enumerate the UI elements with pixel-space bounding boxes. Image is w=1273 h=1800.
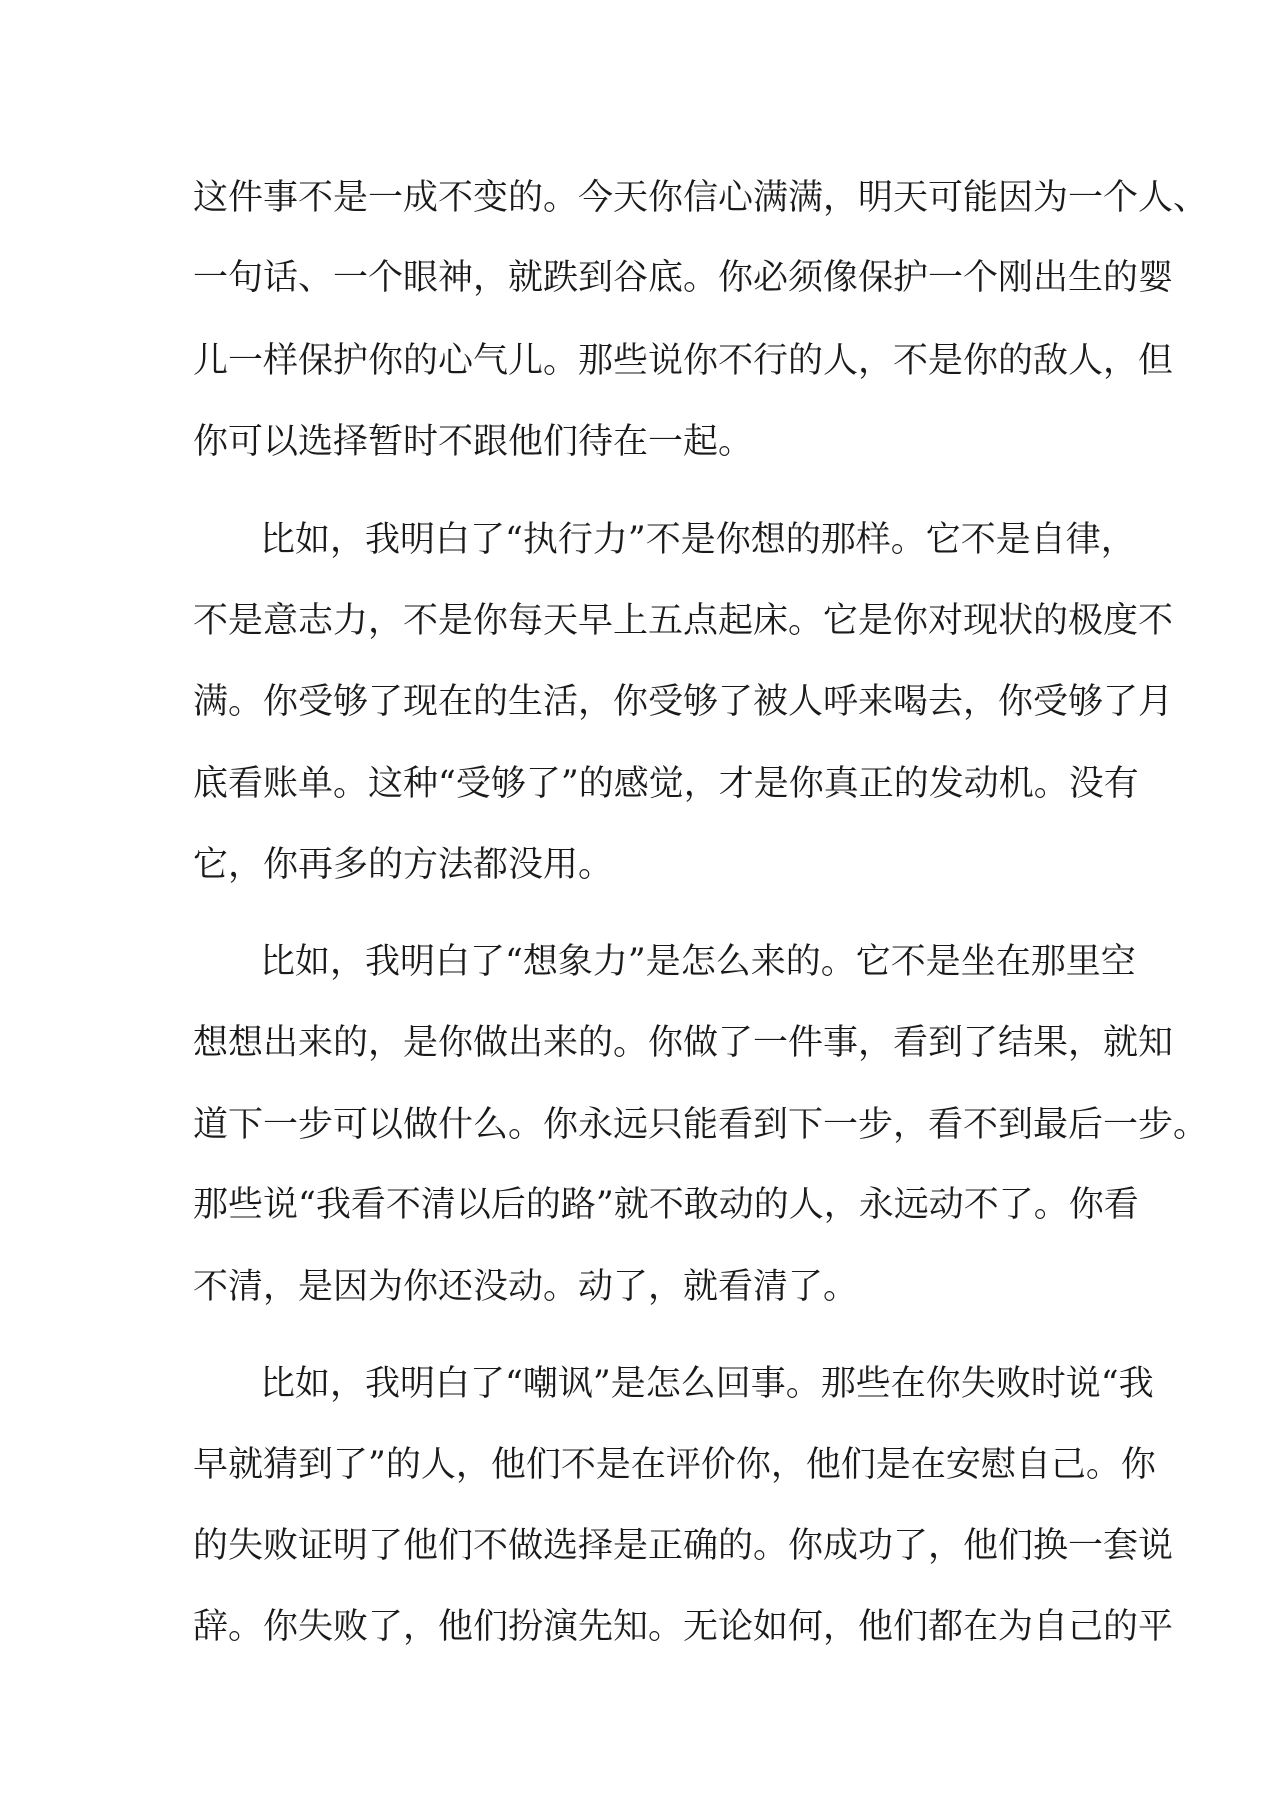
paragraph-line: 那些说“我看不清以后的路”就不敢动的人，永远动不了。你看 [193,1185,1139,1225]
paragraph-line: 你可以选择暂时不跟他们待在一起。 [193,422,754,462]
paragraph-line: 道下一步可以做什么。你永远只能看到下一步，看不到最后一步。 [193,1105,1209,1145]
paragraph-line: 比如，我明白了“嘲讽”是怎么回事。那些在你失败时说“我 [260,1364,1154,1404]
paragraph-line: 早就猜到了”的人，他们不是在评价你，他们是在安慰自己。你 [193,1445,1156,1485]
paragraph-line: 不清，是因为你还没动。动了，就看清了。 [193,1267,859,1307]
paragraph-line: 想想出来的，是你做出来的。你做了一件事，看到了结果，就知 [193,1023,1174,1063]
paragraph-line: 比如，我明白了“想象力”是怎么来的。它不是坐在那里空 [260,942,1136,982]
paragraph-line: 底看账单。这种“受够了”的感觉，才是你真正的发动机。没有 [193,764,1139,804]
paragraph-line: 一句话、一个眼神，就跌到谷底。你必须像保护一个刚出生的婴 [193,258,1174,298]
paragraph-line: 这件事不是一成不变的。今天你信心满满，明天可能因为一个人、 [193,178,1209,218]
paragraph-line: 辞。你失败了，他们扮演先知。无论如何，他们都在为自己的平 [193,1607,1174,1647]
paragraph-line: 满。你受够了现在的生活，你受够了被人呼来喝去，你受够了月 [193,682,1174,722]
paragraph-line: 的失败证明了他们不做选择是正确的。你成功了，他们换一套说 [193,1526,1174,1566]
paragraph-line: 儿一样保护你的心气儿。那些说你不行的人，不是你的敌人，但 [193,341,1174,381]
paragraph-line: 它，你再多的方法都没用。 [193,845,614,885]
paragraph-line: 比如，我明白了“执行力”不是你想的那样。它不是自律， [260,520,1136,560]
paragraph-line: 不是意志力，不是你每天早上五点起床。它是你对现状的极度不 [193,601,1174,641]
